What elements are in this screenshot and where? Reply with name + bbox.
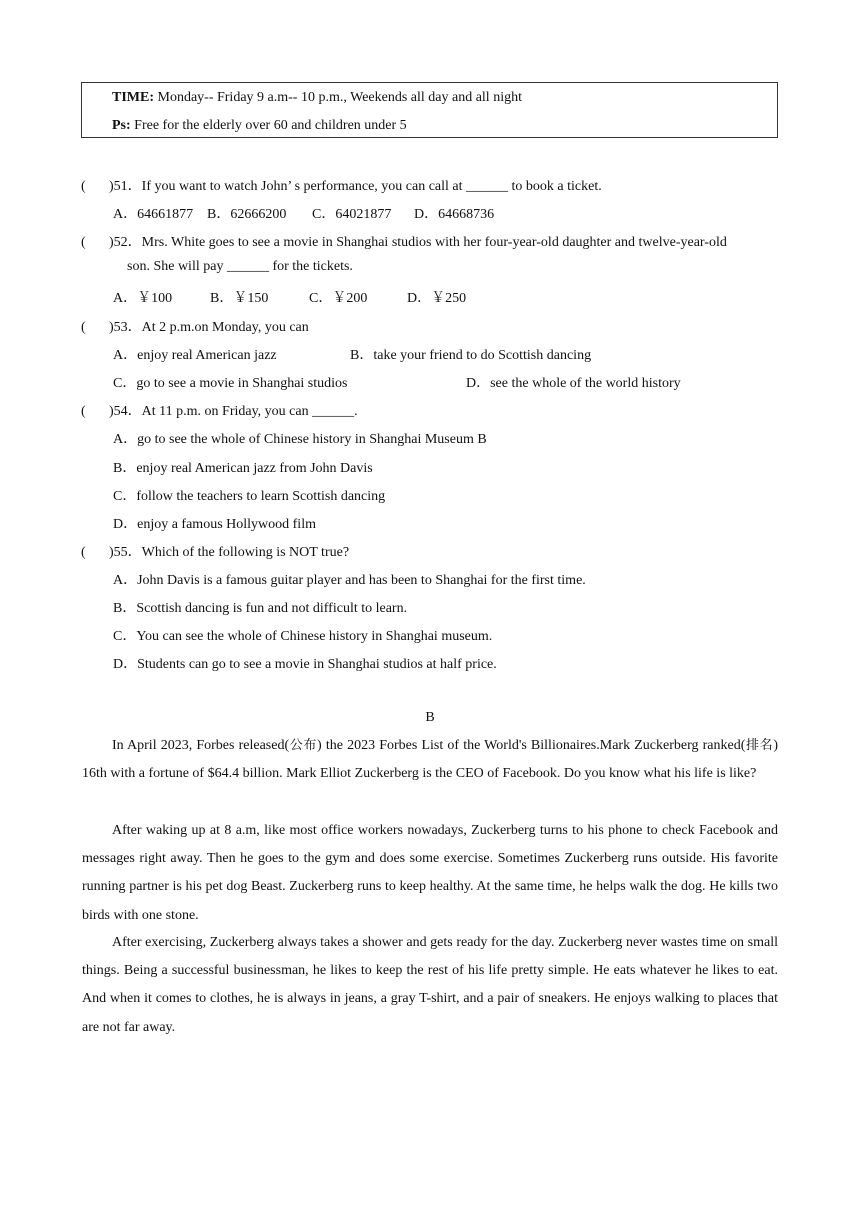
option-d[interactable]: D．see the whole of the world history [466, 376, 681, 391]
option-b[interactable]: B．Scottish dancing is fun and not difficult to learn. [113, 601, 408, 616]
option-a[interactable]: A．John Davis is a famous guitar player and has been to Shanghai for the first time. [113, 573, 586, 588]
question-text: At 2 p.m.on Monday, you can [141, 320, 309, 335]
ps-label: Ps: [112, 118, 131, 133]
question-text: At 11 p.m. on Friday, you can ______. [141, 404, 358, 419]
option-d[interactable]: D．64668736 [414, 207, 495, 222]
option-c[interactable]: C．follow the teachers to learn Scottish dancing [113, 489, 386, 504]
question-55 [81, 541, 349, 561]
chinese-gloss: 公布 [289, 738, 318, 753]
option-b[interactable]: B．￥150 [210, 291, 269, 306]
question-text: If you want to watch John’ s performance, you can call at ______ to book a ticket. [141, 179, 602, 194]
ps-text: Free for the elderly over 60 and children under 5 [130, 118, 407, 133]
option-c[interactable]: C．64021877 [312, 207, 392, 222]
option-b[interactable]: B．62666200 [207, 207, 287, 222]
time-label: TIME: [112, 90, 154, 105]
option-c[interactable]: C．You can see the whole of Chinese history in Shanghai museum. [113, 629, 493, 644]
question-number: )54． [109, 404, 142, 419]
paragraph-text: ) the 2023 Forbes List of the World's Billionaires.Mark Zuckerberg ranked( [317, 738, 746, 753]
paragraph-text: ) 16th with a fortune of $64.4 billion. Mark Elliot Zuckerberg is the CEO of Facebook. Do you know what his life is like? [82, 738, 778, 782]
answer-paren[interactable]: ( [81, 320, 86, 335]
time-line [112, 90, 522, 106]
passage-paragraph-3: After exercising, Zuckerberg always takes a shower and gets ready for the day. Zuckerberg never wastes time on small things. Being a successful businessman, he likes to keep the rest of his life pretty simple. He eats whatever he likes to eat. And when it comes to clothes, he is always in jeans, a gray T-shirt, and a pair of sneakers. He enjoys walking to places that are not far away. [82, 935, 778, 1035]
option-a[interactable]: A．enjoy real American jazz [113, 348, 277, 363]
answer-paren[interactable]: ( [81, 404, 86, 419]
option-d[interactable]: D．Students can go to see a movie in Shanghai studios at half price. [113, 657, 497, 672]
question-number: )51． [109, 179, 142, 194]
option-a[interactable]: A．￥100 [113, 291, 173, 306]
question-number: )52． [109, 235, 142, 250]
option-c[interactable]: C．￥200 [309, 291, 368, 306]
option-a[interactable]: A．64661877 [113, 207, 194, 222]
option-a[interactable]: A．go to see the whole of Chinese history in Shanghai Museum B [113, 432, 487, 447]
question-text-continued: son. She will pay ______ for the tickets. [127, 259, 353, 274]
answer-paren[interactable]: ( [81, 179, 86, 194]
time-text: Monday-- Friday 9 a.m-- 10 p.m., Weekends all day and all night [154, 90, 522, 105]
question-text: Mrs. White goes to see a movie in Shanghai studios with her four-year-old daughter and twelve-year-old [141, 235, 727, 250]
option-c[interactable]: C．go to see a movie in Shanghai studios [113, 376, 348, 391]
paragraph-text: In April 2023, Forbes released( [112, 738, 290, 753]
question-53 [81, 316, 309, 336]
question-51 [81, 175, 602, 195]
info-box [81, 82, 778, 138]
passage-paragraph-2: After waking up at 8 a.m, like most office workers nowadays, Zuckerberg turns to his phone to check Facebook and messages right away. Then he goes to the gym and does some exercise. Sometimes Zuckerberg runs outside. His favorite running partner is his pet dog Beast. Zuckerberg runs to keep healthy. At the same time, he helps walk the dog. He kills two birds with one stone. [82, 823, 778, 923]
option-d[interactable]: D．￥250 [407, 291, 467, 306]
passage-paragraph-1 [82, 732, 778, 788]
section-title: B [425, 710, 435, 725]
question-text: Which of the following is NOT true? [141, 545, 350, 560]
question-number: )53． [109, 320, 142, 335]
question-54 [81, 400, 358, 420]
question-52 [81, 231, 727, 251]
answer-paren[interactable]: ( [81, 545, 86, 560]
chinese-gloss: 排名 [745, 738, 774, 753]
option-d[interactable]: D．enjoy a famous Hollywood film [113, 517, 316, 532]
option-b[interactable]: B．take your friend to do Scottish dancing [350, 348, 592, 363]
option-b[interactable]: B．enjoy real American jazz from John Davis [113, 461, 373, 476]
ps-line [112, 118, 407, 134]
question-number: )55． [109, 545, 142, 560]
answer-paren[interactable]: ( [81, 235, 86, 250]
